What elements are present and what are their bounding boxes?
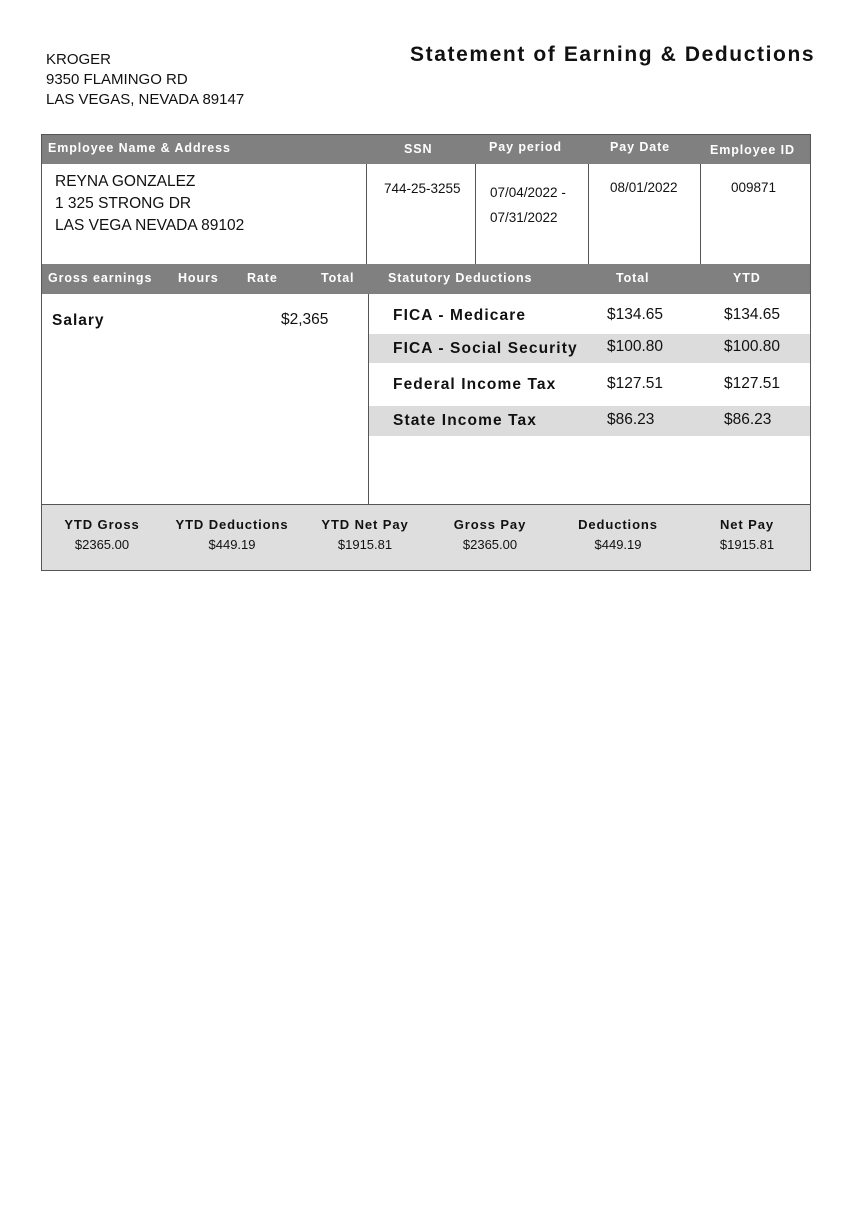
- header-ssn: SSN: [404, 142, 433, 156]
- summary-deductions: Deductions $449.19: [578, 517, 658, 552]
- header-deductions-total: Total: [616, 271, 650, 285]
- pay-period-value: [490, 180, 566, 230]
- divider: [368, 294, 369, 505]
- header-gross-earnings: Gross earnings: [48, 271, 153, 285]
- summary-ytd-net-pay: YTD Net Pay $1915.81: [321, 517, 409, 552]
- deduction-total: $127.51: [607, 375, 664, 392]
- deduction-ytd: $134.65: [724, 306, 781, 323]
- header-hours: Hours: [178, 271, 219, 285]
- divider: [366, 164, 367, 264]
- summary-gross-pay: Gross Pay $2365.00: [453, 517, 527, 552]
- deduction-ytd: $100.80: [724, 338, 781, 355]
- company-address-line1: 9350 FLAMINGO RD: [46, 71, 188, 88]
- employee-address-line1: 1 325 STRONG DR: [55, 195, 192, 212]
- header-ytd: YTD: [733, 271, 761, 285]
- summary-ytd-gross: YTD Gross $2365.00: [64, 517, 140, 552]
- company-name: KROGER: [46, 51, 112, 68]
- deduction-total: $134.65: [607, 306, 664, 323]
- employee-address-line2: LAS VEGA NEVADA 89102: [55, 217, 245, 234]
- divider: [475, 164, 476, 264]
- deduction-total: $100.80: [607, 338, 664, 355]
- divider: [700, 164, 701, 264]
- header-earnings-total: Total: [321, 271, 355, 285]
- summary-net-pay: Net Pay $1915.81: [719, 517, 775, 552]
- summary-band: [42, 505, 810, 570]
- earnings-header-row: [42, 264, 810, 294]
- deduction-ytd: $86.23: [724, 411, 772, 428]
- deduction-label: State Income Tax: [393, 412, 537, 429]
- company-address-line2: LAS VEGAS, NEVADA 89147: [46, 91, 245, 108]
- pay-stub-table: [41, 134, 811, 571]
- deduction-label: FICA - Medicare: [393, 307, 527, 324]
- header-employee-id: Employee ID: [710, 143, 795, 157]
- header-pay-period: Pay period: [489, 140, 562, 154]
- deduction-label: FICA - Social Security: [393, 340, 578, 357]
- header-pay-date: Pay Date: [610, 140, 671, 154]
- employee-name-address: [55, 171, 244, 237]
- pay-period-start: 07/04/2022 -: [490, 185, 566, 200]
- pay-period-end: 07/31/2022: [490, 210, 558, 225]
- earnings-label: Salary: [52, 312, 105, 329]
- employee-name: REYNA GONZALEZ: [55, 173, 196, 190]
- deduction-label: Federal Income Tax: [393, 376, 557, 393]
- employee-ssn: 744-25-3255: [384, 181, 461, 196]
- header-rate: Rate: [247, 271, 278, 285]
- employee-id-value: 009871: [731, 180, 777, 195]
- summary-ytd-deductions: YTD Deductions $449.19: [175, 517, 289, 552]
- header-statutory-deductions: Statutory Deductions: [388, 271, 533, 285]
- employee-header-row: [42, 135, 810, 164]
- earnings-total: $2,365: [281, 311, 329, 328]
- deduction-total: $86.23: [607, 411, 655, 428]
- divider: [588, 164, 589, 264]
- company-block: [46, 50, 244, 110]
- header-employee-name-address: Employee Name & Address: [48, 141, 231, 155]
- deduction-ytd: $127.51: [724, 375, 781, 392]
- pay-date-value: 08/01/2022: [610, 180, 678, 195]
- document-title: Statement of Earning & Deductions: [410, 43, 816, 66]
